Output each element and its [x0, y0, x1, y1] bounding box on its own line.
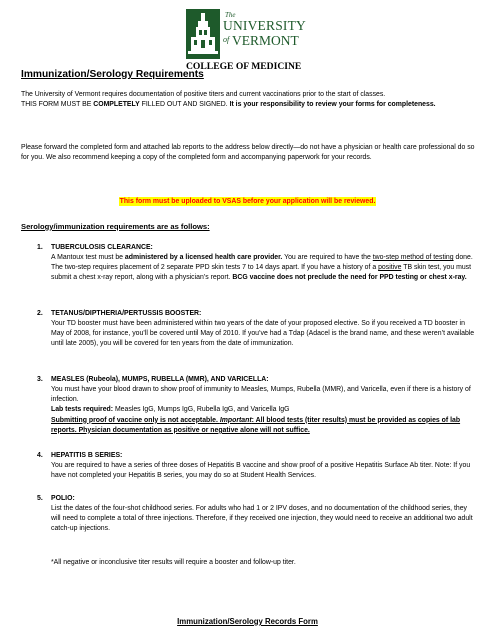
item-body — [51, 253, 477, 284]
tb-text-1: A Mantoux test must be — [51, 254, 125, 261]
mmr-text: You must have your blood drawn to show proof of immunity to Measles, Mumps, Rubella (MMR), and Varicella, even if there is a history of infection. — [51, 386, 471, 404]
lab-tests-label: Lab tests required: — [51, 406, 114, 414]
page-title: Immunization/Serology Requirements — [21, 69, 204, 80]
mmr-warning-important: Important — [219, 416, 252, 424]
item-number: 1. — [37, 244, 43, 251]
item-heading: TUBERCULOSIS CLEARANCE: — [51, 244, 153, 251]
instructions-paragraph: Please forward the completed form and attached lab reports to the address below directly—do not have a physician or health care professional do so for you. We also recommend keeping a copy of the completed form and accompanying paperwork for your records. — [21, 144, 475, 162]
logo-the: The — [225, 11, 236, 19]
titer-footnote: *All negative or inconclusive titer results will require a booster and follow-up titer. — [51, 559, 296, 566]
tb-text-5: done. The two-step requires placement of 2 separate PPD skin tests 7 to 14 days apart. If you have a history of a — [51, 254, 473, 272]
building-tower-icon — [186, 9, 220, 59]
mmr-warning-1: Submitting proof of vaccine only is not acceptable. — [51, 416, 220, 424]
intro-paragraph — [21, 90, 476, 110]
tb-two-step: two-step method of testing — [372, 254, 454, 261]
tb-text-3: You are required to have the — [282, 254, 373, 261]
intro-responsibility: It is your responsibility to review your forms for completeness. — [229, 101, 436, 109]
records-form-title: Immunization/Serology Records Form — [177, 617, 318, 626]
requirements-heading: Serology/immunization requirements are as follows: — [21, 222, 210, 231]
intro-line-2c: FILLED OUT AND SIGNED. — [139, 101, 230, 109]
item-body: Your TD booster must have been administered within two years of the date of your proposed elective. So if you received a TD booster in May of 2008, for instance, you’ll be covered until May of 2010. If you’ve had a Tdap (Adacel is the brand name, and these weren’t available until late 2005), you will be covered for ten years from the date of immunization. — [51, 320, 475, 348]
university-logo — [186, 9, 306, 72]
intro-completely: COMPLETELY — [93, 101, 140, 109]
tb-licensed-provider: administered by a licensed health care provider. — [124, 254, 283, 261]
logo-university: UNIVERSITY — [223, 18, 306, 33]
item-heading: POLIO: — [51, 495, 75, 502]
item-body: List the dates of the four-shot childhood series. For adults who had 1 or 2 IPV doses, and no documentation of the childhood series, they will need to complete a total of three injections. Therefore, if they received one injection, they would need to receive an additional two adult catch-up injections. — [51, 505, 473, 533]
intro-line-2a: THIS FORM MUST BE — [21, 101, 94, 109]
upload-notice-text: This form must be uploaded to VSAS before your application will be reviewed. — [119, 198, 376, 205]
item-number: 3. — [37, 376, 43, 383]
tb-text-7: TB skin test, you must submit a chest x-ray report, along with a physician’s report. — [51, 264, 472, 282]
logo-vermont: VERMONT — [232, 33, 299, 48]
item-number: 4. — [37, 452, 43, 459]
item-number: 2. — [37, 310, 43, 317]
item-heading: TETANUS/DIPTHERIA/PERTUSSIS BOOSTER: — [51, 310, 202, 317]
item-number: 5. — [37, 495, 43, 502]
item-heading: HEPATITIS B SERIES: — [51, 452, 123, 459]
tb-bcg-note: BCG vaccine does not preclude the need for PPD testing or chest x-ray. — [232, 274, 467, 282]
lab-tests-value: Measles IgG, Mumps IgG, Rubella IgG, and Varicella IgG — [113, 406, 290, 414]
mmr-warning-3: : All blood tests (titer results) must be provided as copies of lab reports. Physician documentation as positive or negative alone will not suffice. — [51, 416, 461, 434]
item-body: You are required to have a series of three doses of Hepatitis B vaccine and show proof of a positive Hepatitis Surface Ab titer. Note: If you have not completed your Hepatitis B series, you may do so at Student Health Services. — [51, 462, 471, 480]
intro-line-1: The University of Vermont requires documentation of positive titers and current vaccinations prior to the start of classes. — [21, 91, 386, 98]
item-heading: MEASLES (Rubeola), MUMPS, RUBELLA (MMR), AND VARICELLA: — [51, 376, 269, 383]
item-body — [51, 385, 477, 436]
logo-college-of-medicine: COLLEGE OF MEDICINE — [186, 61, 302, 72]
tb-positive: positive — [378, 264, 402, 272]
logo-of: of — [223, 35, 230, 44]
upload-notice — [0, 190, 495, 208]
